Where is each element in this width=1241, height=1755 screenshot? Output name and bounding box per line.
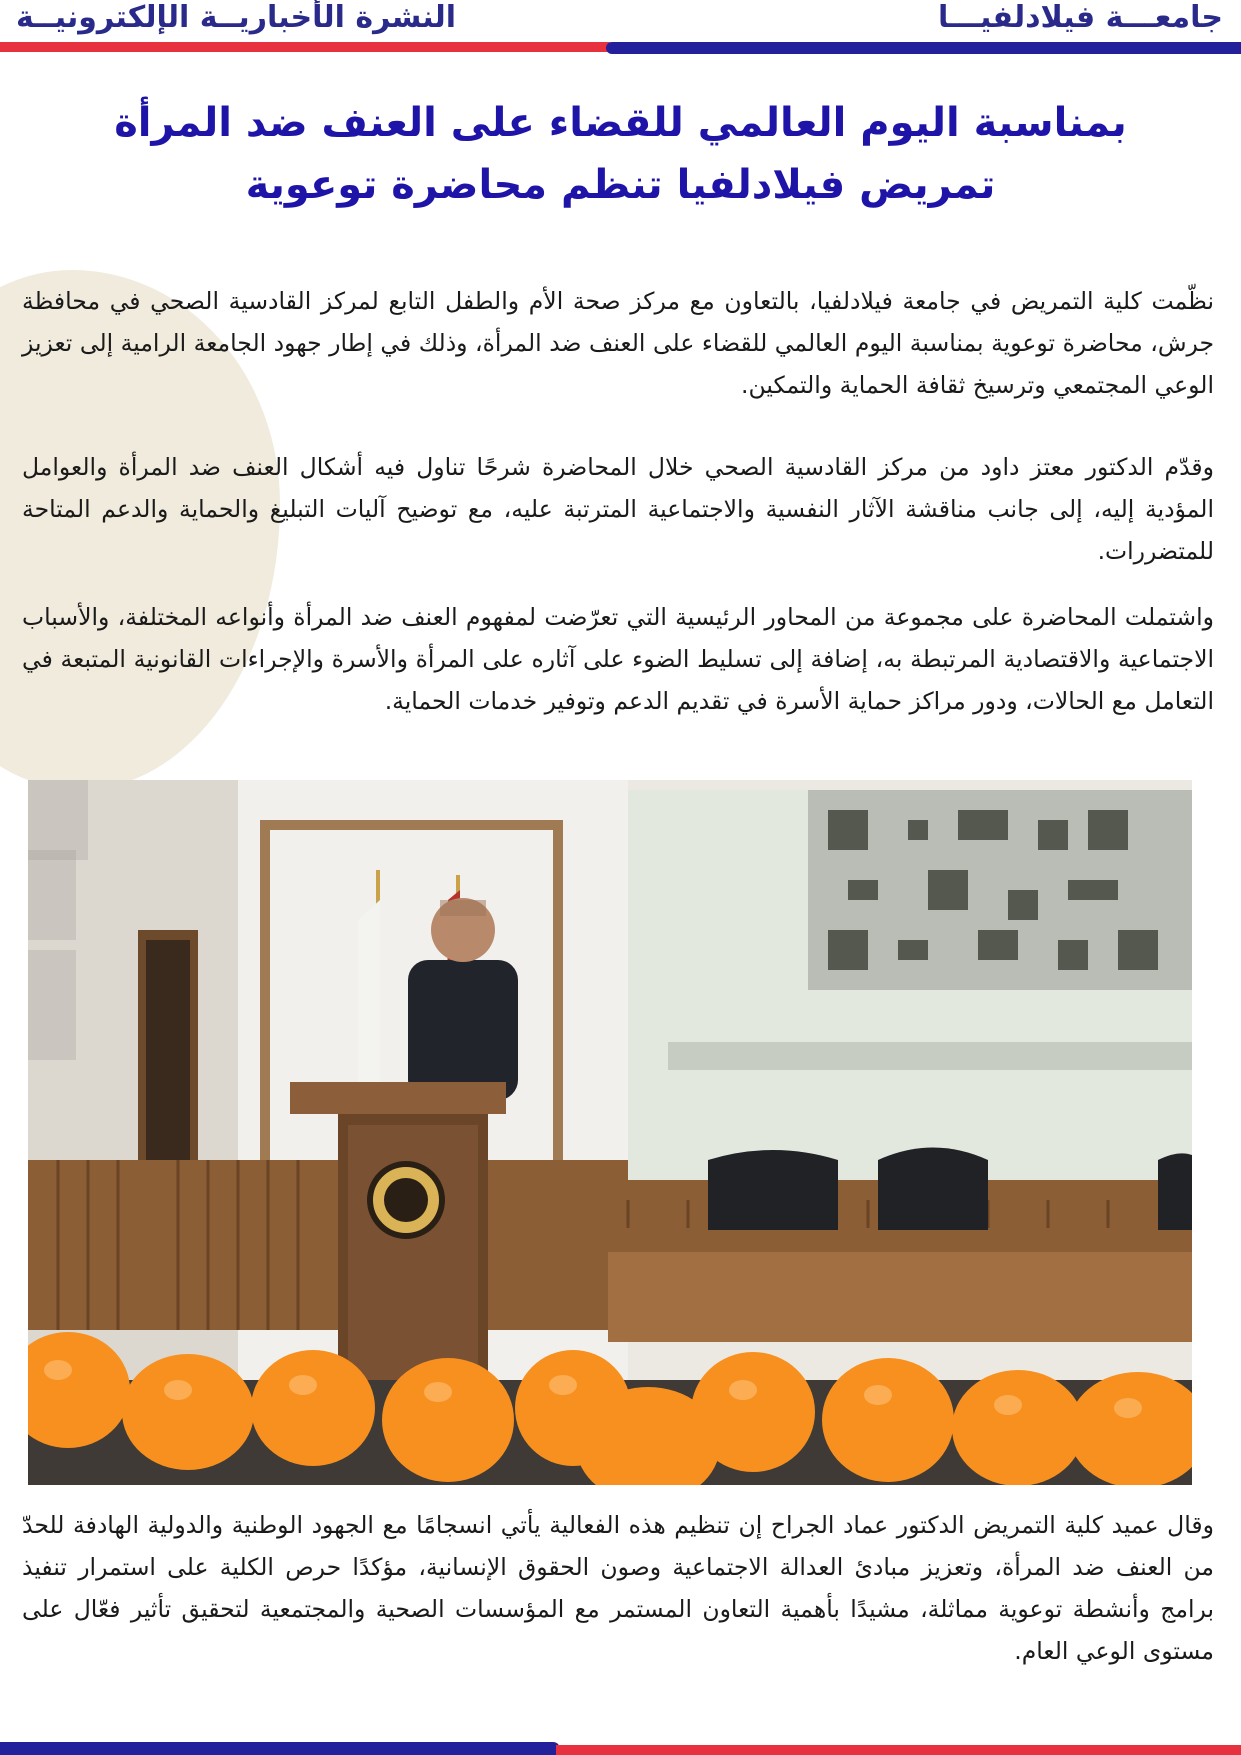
paragraph-1: نظّمت كلية التمريض في جامعة فيلادلفيا، بالتعاون مع مركز صحة الأم والطفل التابع لمركز القادسية الصحي في محافظة جرش، محاضرة توعوية بمناسبة اليوم العالمي للقضاء على العنف ضد المرأة، وذلك في إطار جهود الجامعة الرامية إلى تعزيز الوعي المجتمعي وترسيخ ثقافة الحماية والتمكين. <box>22 287 1214 399</box>
footer-red-bar <box>556 1745 1241 1755</box>
header-blue-bar <box>606 42 1241 54</box>
paragraph-2: وقدّم الدكتور معتز داود من مركز القادسية الصحي خلال المحاضرة شرحًا تناول فيه أشكال العنف ضد المرأة والعوامل المؤدية إليه، إلى جانب مناقشة الآثار النفسية والاجتماعية المترتبة عليه، مع توضيح آليات التبليغ والحماية والدعم المتاحة للمتضررات. <box>22 453 1214 565</box>
footer-blue-bar <box>0 1742 560 1755</box>
article-title <box>60 92 1181 216</box>
title-line-1: بمناسبة اليوم العالمي للقضاء على العنف ضد المرأة <box>114 100 1127 146</box>
paragraph-4: وقال عميد كلية التمريض الدكتور عماد الجراح إن تنظيم هذه الفعالية يأتي انسجامًا مع الجهود الوطنية والدولية الهادفة للحدّ من العنف ضد المرأة، وتعزيز مبادئ العدالة الاجتماعية وصون الحقوق الإنسانية، مؤكدًا حرص الكلية على استمرار تنفيذ برامج وأنشطة توعوية مماثلة، مشيدًا بأهمية التعاون المستمر مع المؤسسات الصحية والمجتمعية لتحقيق تأثير فعّال على مستوى الوعي العام. <box>22 1511 1214 1665</box>
newsletter-title: النشرة الأخباريــة الإلكترونيــة <box>16 0 457 35</box>
event-photo <box>28 780 1192 1485</box>
header <box>0 0 1241 54</box>
university-brand: جامعـــة فيلادلفيـــا <box>938 0 1223 35</box>
header-red-bar <box>0 42 610 52</box>
title-line-2: تمريض فيلادلفيا تنظم محاضرة توعوية <box>245 162 996 208</box>
paragraph-3: واشتملت المحاضرة على مجموعة من المحاور الرئيسية التي تعرّضت لمفهوم العنف ضد المرأة وأنواعه المختلفة، والأسباب الاجتماعية والاقتصادية المرتبطة به، إضافة إلى تسليط الضوء على آثاره على المرأة والأسرة والإجراءات القانونية المتبعة في التعامل مع الحالات، ودور مراكز حماية الأسرة في تقديم الدعم وتوفير خدمات الحماية. <box>22 603 1214 715</box>
